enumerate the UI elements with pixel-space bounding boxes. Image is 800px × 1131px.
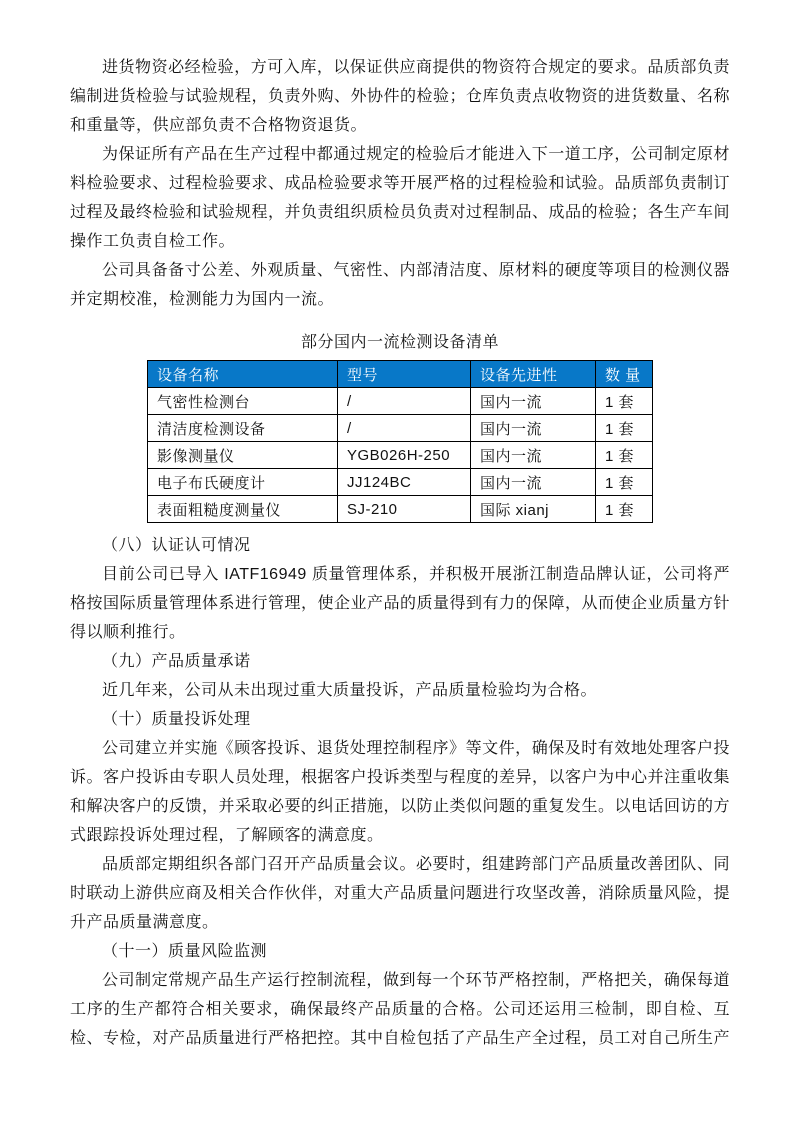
- table-header-cell: 数 量: [596, 361, 653, 388]
- table-row: [148, 469, 653, 496]
- table-cell: 国内一流: [471, 415, 596, 442]
- table-cell: 清洁度检测设备: [148, 415, 338, 442]
- table-cell: 国际 xianj: [471, 496, 596, 523]
- table-cell: 1 套: [596, 388, 653, 415]
- section-heading-10-complaint-handling: （十）质量投诉处理: [102, 711, 251, 728]
- table-cell: SJ-210: [338, 496, 471, 523]
- paragraph-complaint-handling-2: 品质部定期组织各部门召开产品质量会议。必要时，组建跨部门产品质量改善团队、同时联动上游供应商及相关合作伙伴，对重大产品质量问题进行攻坚改善，消除质量风险，提升产品质量满意度。: [70, 856, 731, 931]
- paragraph-quality-commitment: 近几年来，公司从未出现过重大质量投诉，产品质量检验均为合格。: [102, 682, 598, 699]
- table-row: [148, 442, 653, 469]
- table-cell: 1 套: [596, 415, 653, 442]
- table-title: 部分国内一流检测设备清单: [300, 334, 499, 351]
- paragraph-risk-monitoring: 公司制定常规产品生产运行控制流程，做到每一个环节严格控制，严格把关，确保每道工序的生产都符合相关要求，确保最终产品质量的合格。公司还运用三检制，即自检、互检、专检，对产品质量进行严格把控。其中自检包括了产品生产全过程，员工对自己所生产: [70, 972, 731, 1047]
- table-cell: 1 套: [596, 469, 653, 496]
- table-header-cell: 设备名称: [148, 361, 338, 388]
- table-cell: /: [338, 388, 471, 415]
- table-header-cell: 设备先进性: [471, 361, 596, 388]
- paragraph-incoming-inspection: 进货物资必经检验，方可入库，以保证供应商提供的物资符合规定的要求。品质部负责编制进货检验与试验规程，负责外购、外协件的检验；仓库负责点收物资的进货数量、名称和重量等，供应部负责不合格物资退货。: [70, 59, 731, 134]
- table-cell: 电子布氏硬度计: [148, 469, 338, 496]
- table-header-cell: 型号: [338, 361, 471, 388]
- paragraph-certification: 目前公司已导入 IATF16949 质量管理体系，并积极开展浙江制造品牌认证，公司将严格按国际质量管理体系进行管理，使企业产品的质量得到有力的保障，从而使企业质量方针得以顺利推行。: [70, 566, 731, 641]
- table-cell: 气密性检测台: [148, 388, 338, 415]
- section-heading-11-risk-monitoring: （十一）质量风险监测: [102, 943, 268, 960]
- table-header-row: [148, 361, 653, 388]
- table-cell: YGB026H-250: [338, 442, 471, 469]
- table-row: [148, 388, 653, 415]
- table-cell: /: [338, 415, 471, 442]
- table-cell: 1 套: [596, 496, 653, 523]
- paragraph-process-inspection: 为保证所有产品在生产过程中都通过规定的检验后才能进入下一道工序，公司制定原材料检验要求、过程检验要求、成品检验要求等开展严格的过程检验和试验。品质部负责制订过程及最终检验和试验规程，并负责组织质检员负责对过程制品、成品的检验；各生产车间操作工负责自检工作。: [70, 146, 731, 250]
- table-cell: 影像测量仪: [148, 442, 338, 469]
- table-cell: 国内一流: [471, 442, 596, 469]
- table-cell: 国内一流: [471, 469, 596, 496]
- section-heading-8-certification: （八）认证认可情况: [102, 537, 251, 554]
- table-cell: JJ124BC: [338, 469, 471, 496]
- table-row: [148, 415, 653, 442]
- paragraph-testing-capability: 公司具备备寸公差、外观质量、气密性、内部清洁度、原材料的硬度等项目的检测仪器并定期校准，检测能力为国内一流。: [70, 262, 730, 308]
- table-row: [148, 496, 653, 523]
- table-cell: 表面粗糙度测量仪: [148, 496, 338, 523]
- section-heading-9-quality-commitment: （九）产品质量承诺: [102, 653, 251, 670]
- table-cell: 1 套: [596, 442, 653, 469]
- equipment-table: [147, 360, 653, 523]
- content-area: [70, 53, 730, 1053]
- table-cell: 国内一流: [471, 388, 596, 415]
- paragraph-complaint-handling-1: 公司建立并实施《顾客投诉、退货处理控制程序》等文件，确保及时有效地处理客户投诉。客户投诉由专职人员处理，根据客户投诉类型与程度的差异，以客户为中心并注重收集和解决客户的反馈，并采取必要的纠正措施，以防止类似问题的重复发生。以电话回访的方式跟踪投诉处理过程，了解顾客的满意度。: [70, 740, 731, 844]
